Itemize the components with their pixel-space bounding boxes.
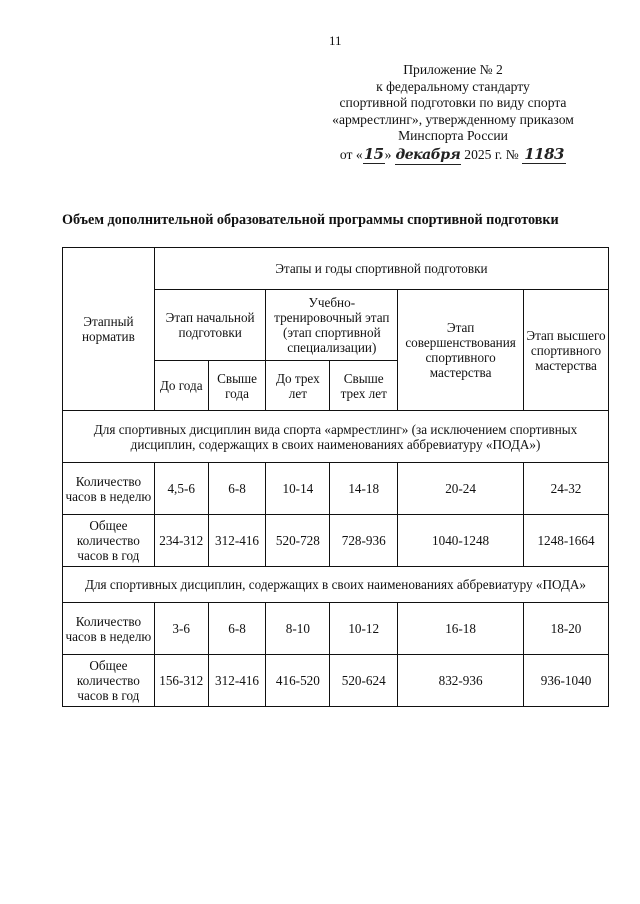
document-title: Объем дополнительной образовательной программы спортивной подготовки (62, 212, 559, 228)
sub-header-year: До года (154, 361, 208, 411)
sub-header-three-years: До трех лет (266, 361, 330, 411)
col-norm-header: Этапный норматив (63, 248, 155, 411)
table-cell: 1040-1248 (398, 515, 524, 567)
sub-header-over-three-years: Свыше трех лет (330, 361, 398, 411)
order-month: декабря (395, 146, 461, 163)
table-cell: 312-416 (208, 515, 266, 567)
table-cell: 234-312 (154, 515, 208, 567)
appendix-line-1: Приложение № 2 (403, 62, 503, 77)
sub-header-over-year: Свыше года (208, 361, 266, 411)
table-cell: 728-936 (330, 515, 398, 567)
order-date-line (308, 146, 598, 165)
table-cell: 6-8 (208, 463, 266, 515)
program-volume-table (62, 247, 609, 707)
table-cell: 16-18 (398, 603, 524, 655)
page-number: 11 (329, 33, 342, 48)
order-day: 15 (363, 144, 384, 163)
table-cell: 8-10 (266, 603, 330, 655)
row-label: Количество часов в неделю (63, 463, 155, 515)
row-label: Общее количество часов в год (63, 515, 155, 567)
appendix-line-4: «армрестлинг», утвержденному приказом (332, 111, 574, 127)
appendix-block (308, 62, 598, 165)
table-cell: 20-24 (398, 463, 524, 515)
table-cell: 156-312 (154, 655, 208, 707)
table-cell: 3-6 (154, 603, 208, 655)
appendix-line-2: к федеральному стандарту (376, 78, 530, 94)
section-header-2: Для спортивных дисциплин, содержащих в своих наименованиях аббревиатуру «ПОДА» (63, 567, 609, 603)
table-cell: 6-8 (208, 603, 266, 655)
table-cell: 1248-1664 (524, 515, 609, 567)
row-label: Общее количество часов в год (63, 655, 155, 707)
date-mid: » (384, 146, 392, 162)
stages-header: Этапы и годы спортивной подготовки (154, 248, 608, 290)
appendix-line-5: Минспорта России (398, 128, 508, 144)
stage-highest-header: Этап высшего спортивного мастерства (524, 290, 609, 411)
section-header-1: Для спортивных дисциплин вида спорта «армрестлинг» (за исключением спортивных дисциплин, содержащих в своих наименованиях аббревиатуру «ПОДА») (63, 411, 609, 463)
table-cell: 18-20 (524, 603, 609, 655)
date-prefix: от « (339, 146, 363, 162)
table-cell: 10-12 (330, 603, 398, 655)
table-cell: 520-624 (330, 655, 398, 707)
table-cell: 4,5-6 (154, 463, 208, 515)
table-cell: 312-416 (208, 655, 266, 707)
table-cell: 416-520 (266, 655, 330, 707)
stage-improvement-header: Этап совершенствования спортивного мастерства (398, 290, 524, 411)
row-label: Количество часов в неделю (63, 603, 155, 655)
table-cell: 520-728 (266, 515, 330, 567)
appendix-line-3: спортивной подготовки по виду спорта (339, 95, 567, 111)
order-year: 2025 г. № (464, 146, 519, 162)
stage-initial-header: Этап начальной подготовки (154, 290, 266, 361)
table-cell: 936-1040 (524, 655, 609, 707)
table-cell: 14-18 (330, 463, 398, 515)
order-number: 1183 (522, 146, 566, 164)
table-cell: 10-14 (266, 463, 330, 515)
table-cell: 832-936 (398, 655, 524, 707)
stage-training-header: Учебно-тренировочный этап (этап спортивной специализации) (266, 290, 398, 361)
table-cell: 24-32 (524, 463, 609, 515)
